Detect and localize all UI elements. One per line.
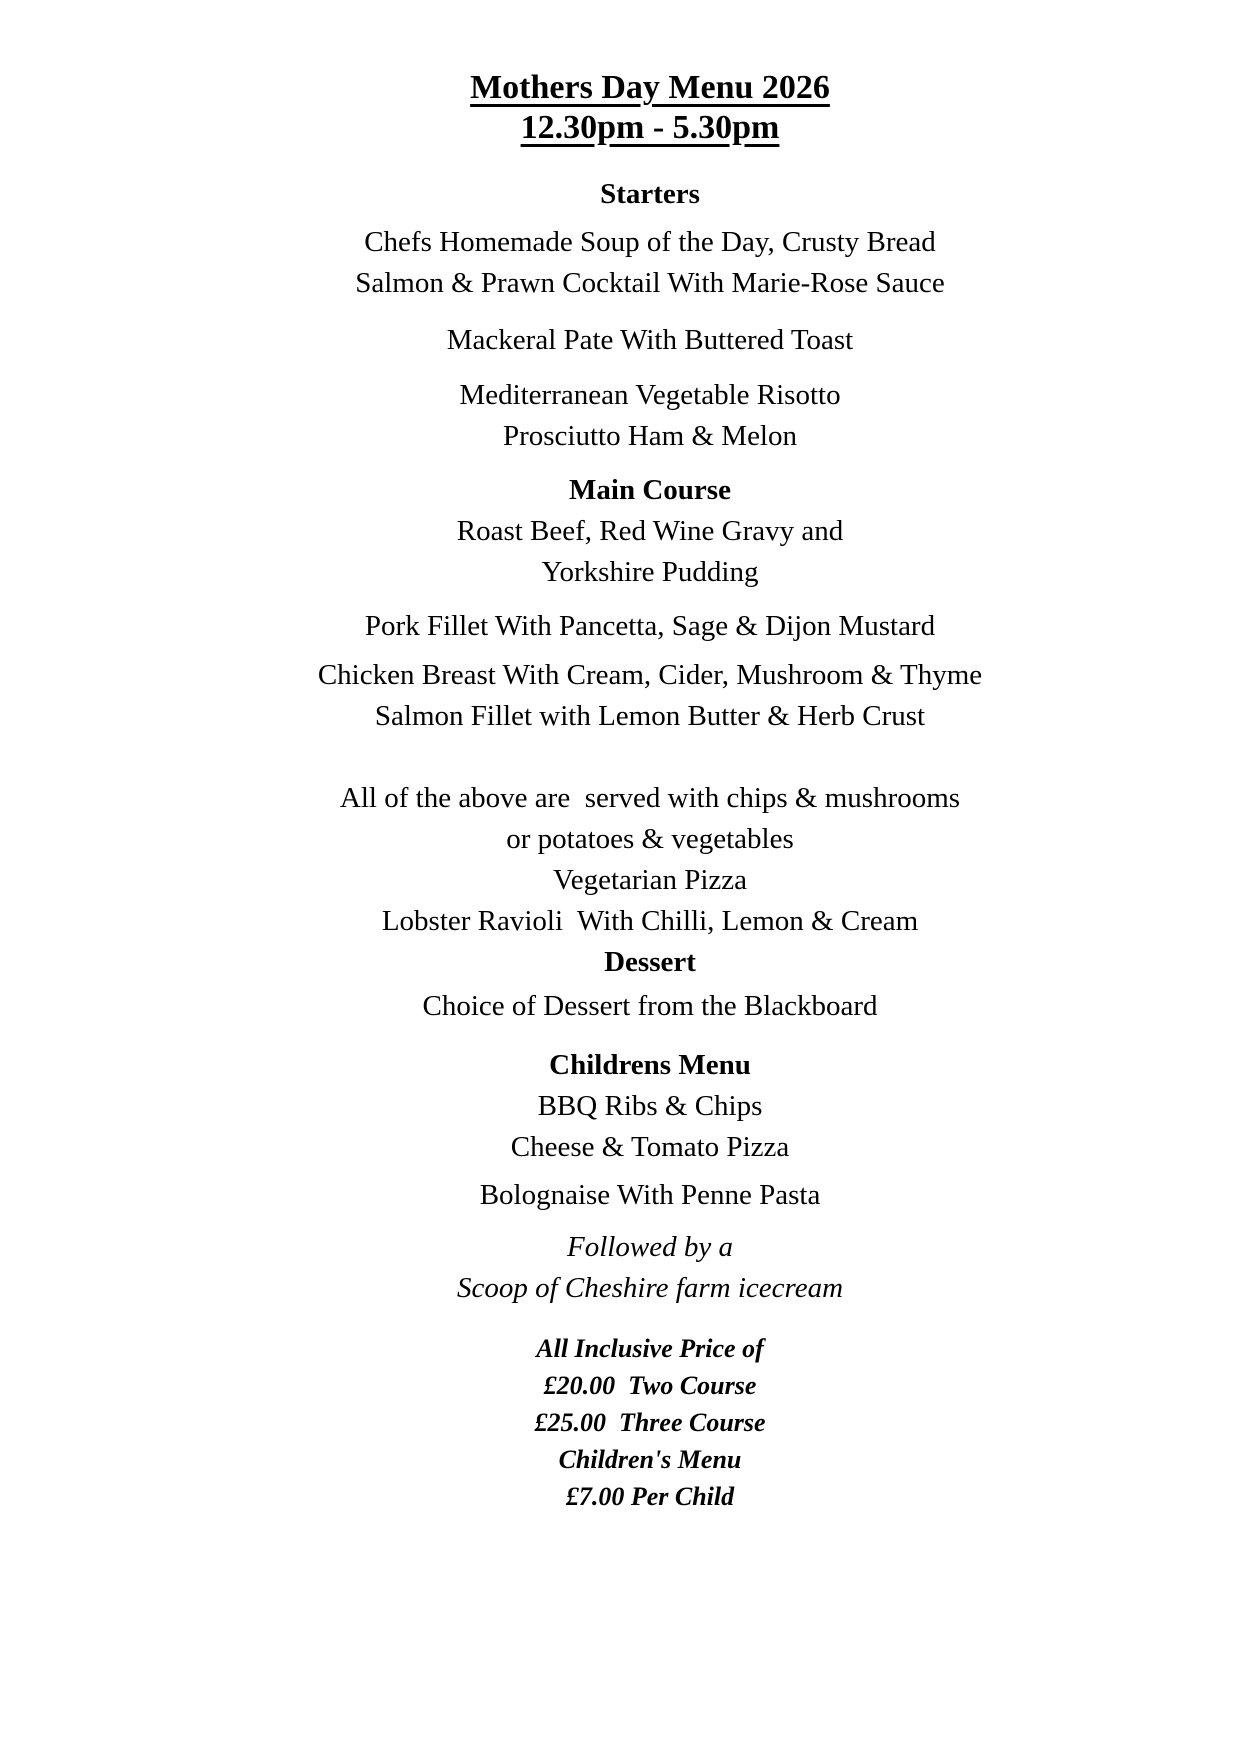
pricing-all-inclusive: All Inclusive Price of xyxy=(536,1334,764,1363)
pricing-three-course: £25.00 Three Course xyxy=(534,1408,766,1437)
menu-item-salmon-fillet: Salmon Fillet with Lemon Butter & Herb Crust xyxy=(374,700,926,732)
menu-page xyxy=(60,0,1240,1515)
menu-item-bolognaise: Bolognaise With Penne Pasta xyxy=(479,1179,821,1211)
menu-item-mackeral-pate: Mackeral Pate With Buttered Toast xyxy=(446,324,854,356)
section-heading-main-course: Main Course xyxy=(569,474,731,506)
pricing-two-course: £20.00 Two Course xyxy=(543,1371,757,1400)
menu-item-chicken-breast: Chicken Breast With Cream, Cider, Mushroom & Thyme xyxy=(317,659,983,691)
section-heading-starters: Starters xyxy=(600,178,700,210)
menu-title: Mothers Day Menu 2026 xyxy=(470,69,830,106)
section-heading-dessert: Dessert xyxy=(604,946,696,978)
pricing-per-child: £7.00 Per Child xyxy=(565,1482,735,1511)
childrens-note-line-2: Scoop of Cheshire farm icecream xyxy=(456,1272,844,1304)
menu-item-lobster-ravioli: Lobster Ravioli With Chilli, Lemon & Cream xyxy=(381,905,919,937)
menu-item-soup: Chefs Homemade Soup of the Day, Crusty Bread xyxy=(364,226,936,258)
menu-item-cheese-pizza: Cheese & Tomato Pizza xyxy=(510,1131,790,1163)
menu-item-veg-pizza: Vegetarian Pizza xyxy=(552,864,748,896)
serving-note-line-2: or potatoes & vegetables xyxy=(506,823,794,855)
serving-note-line-1: All of the above are served with chips & mushrooms xyxy=(339,782,961,814)
childrens-note-line-1: Followed by a xyxy=(567,1231,733,1263)
pricing-childrens-menu: Children's Menu xyxy=(558,1445,742,1474)
menu-item-pork-fillet: Pork Fillet With Pancetta, Sage & Dijon Mustard xyxy=(364,610,936,642)
menu-item-veg-risotto: Mediterranean Vegetable Risotto xyxy=(459,379,841,411)
section-heading-childrens: Childrens Menu xyxy=(549,1049,751,1081)
menu-item-salmon-cocktail: Salmon & Prawn Cocktail With Marie-Rose Sauce xyxy=(355,267,945,299)
menu-item-prosciutto: Prosciutto Ham & Melon xyxy=(502,420,797,452)
menu-item-yorkshire: Yorkshire Pudding xyxy=(541,556,759,588)
menu-item-roast-beef: Roast Beef, Red Wine Gravy and xyxy=(456,515,844,547)
menu-item-bbq-ribs: BBQ Ribs & Chips xyxy=(537,1090,763,1122)
menu-hours: 12.30pm - 5.30pm xyxy=(520,109,780,146)
menu-item-dessert-choice: Choice of Dessert from the Blackboard xyxy=(422,990,878,1022)
